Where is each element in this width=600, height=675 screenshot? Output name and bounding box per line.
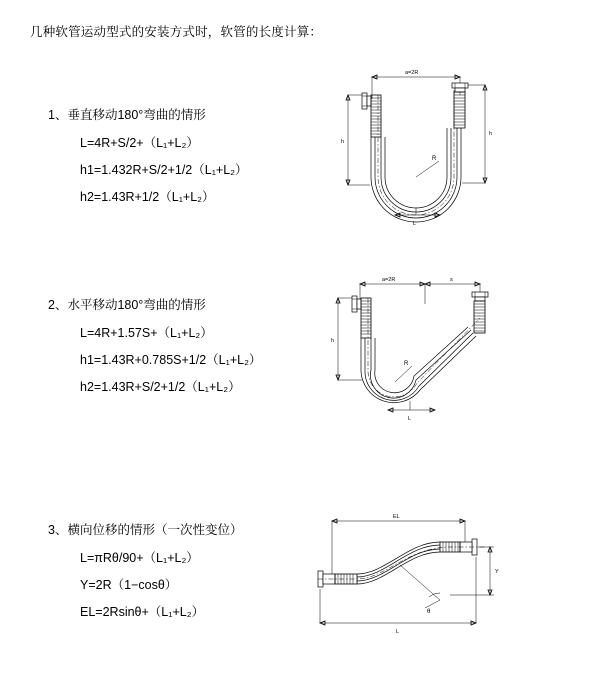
- section-2-formula-1: L=4R+1.57S+（L₁+L₂）: [80, 326, 213, 340]
- svg-text:L: L: [408, 416, 412, 422]
- page-title: 几种软管运动型式的安装方式时，软管的长度计算：: [30, 25, 323, 39]
- section-2-title: 2、水平移动180°弯曲的情形: [48, 298, 206, 312]
- diagram-lateral-offset: [290, 505, 520, 645]
- svg-text:h: h: [489, 131, 493, 137]
- section-3-title: 3、横向位移的情形（一次性变位）: [48, 523, 243, 537]
- svg-text:s: s: [450, 277, 453, 283]
- svg-text:h: h: [331, 338, 335, 344]
- section-3-formula-1: L=πRθ/90+（L₁+L₂）: [80, 551, 199, 565]
- svg-text:Y: Y: [495, 569, 499, 575]
- section-1-title: 1、垂直移动180°弯曲的情形: [48, 108, 206, 122]
- section-1-formula-1: L=4R+S/2+（L₁+L₂）: [80, 136, 199, 150]
- svg-text:a=2R: a=2R: [405, 70, 419, 76]
- diagram-vertical-180: [300, 65, 515, 265]
- svg-text:L: L: [396, 629, 400, 635]
- section-1-formula-2: h1=1.432R+S/2+1/2（L₁+L₂）: [80, 163, 248, 177]
- svg-text:a=2R: a=2R: [382, 277, 396, 283]
- svg-text:EL: EL: [393, 514, 400, 520]
- svg-text:h: h: [341, 139, 345, 145]
- section-3-formula-3: EL=2Rsinθ+（L₁+L₂）: [80, 605, 205, 619]
- diagram-horizontal-180: [300, 270, 515, 445]
- section-1-formula-3: h2=1.43R+1/2（L₁+L₂）: [80, 190, 215, 204]
- section-2-formula-3: h2=1.43R+S/2+1/2（L₁+L₂）: [80, 380, 241, 394]
- svg-text:R: R: [404, 361, 409, 367]
- section-3-formula-2: Y=2R（1−cosθ）: [80, 578, 178, 592]
- svg-text:L: L: [413, 221, 417, 227]
- svg-text:R: R: [432, 156, 437, 162]
- svg-text:θ: θ: [427, 609, 431, 615]
- section-2-formula-2: h1=1.43R+0.785S+1/2（L₁+L₂）: [80, 353, 262, 367]
